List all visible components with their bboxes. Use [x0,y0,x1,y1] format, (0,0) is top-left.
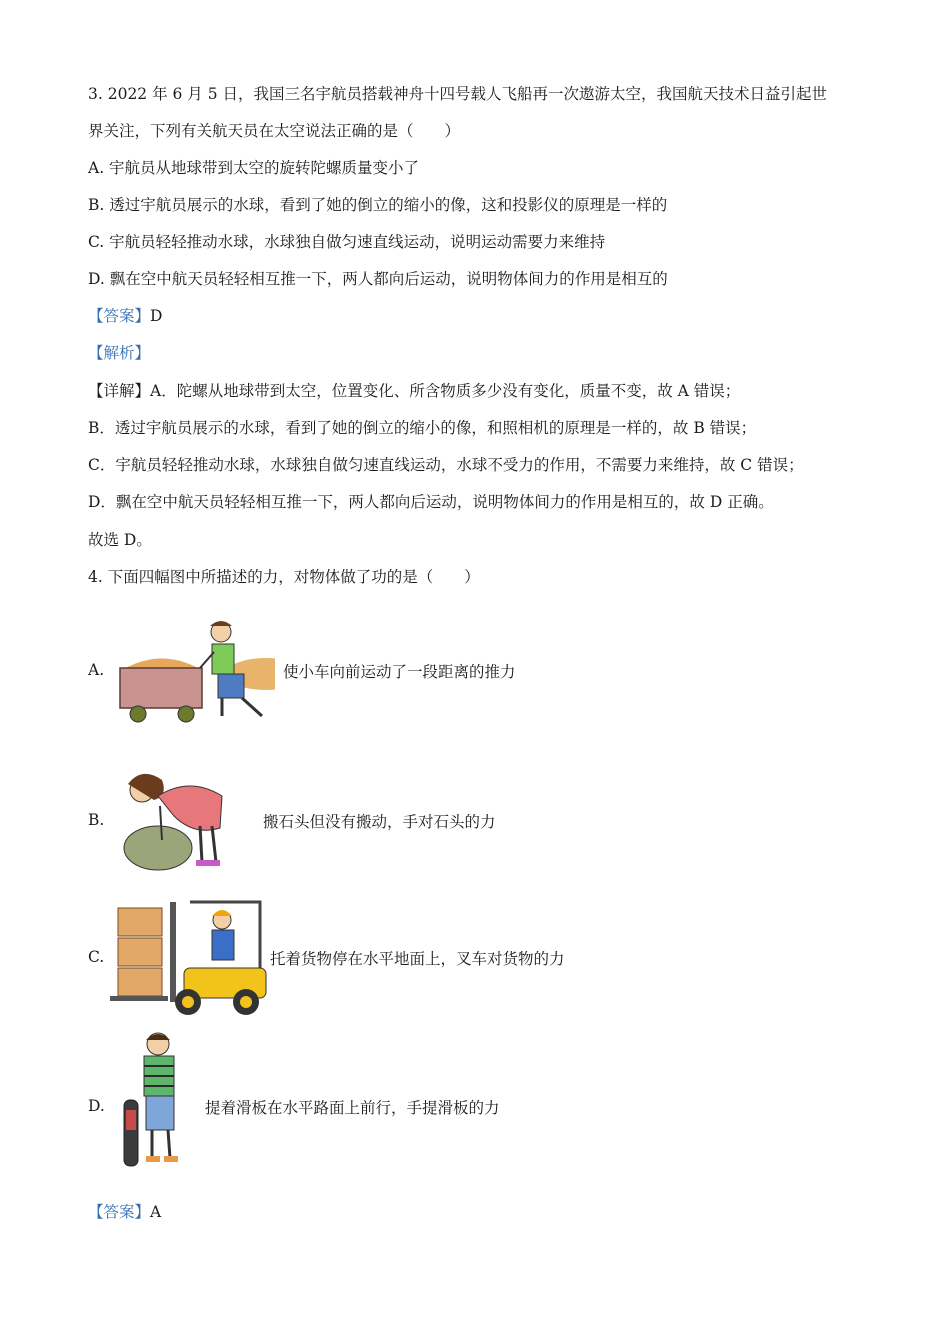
detail-a-text: A．陀螺从地球带到太空，位置变化、所含物质多少没有变化，质量不变，故 A 错误； [150,382,741,400]
q4-option-c-letter: C. [88,948,105,966]
answer-value: D [150,307,163,325]
q3-conclusion: 故选 D。 [88,531,152,549]
q3-option-b: B. 透过宇航员展示的水球，看到了她的倒立的缩小的像，这和投影仪的原理是一样的 [88,196,668,214]
forklift-illustration [110,898,268,1016]
cart-pushing-illustration [110,618,275,726]
q4-option-a-letter: A. [88,661,105,679]
q3-detail-c: C．宇航员轻轻推动水球，水球独自做匀速直线运动，水球不受力的作用，不需要力来维持，故 C 错误； [88,456,804,474]
q3-detail-a [88,381,740,401]
q4-option-d-letter: D. [88,1097,105,1115]
q3-stem-line1: 3. 2022 年 6 月 5 日，我国三名宇航员搭载神舟十四号载人飞船再一次遨游太空，我国航天技术日益引起世 [88,85,828,103]
lifting-stone-illustration [110,766,235,874]
q4-option-b-caption: 搬石头但没有搬动，手对石头的力 [263,813,496,831]
answer-label: 【答案】 [88,307,151,325]
q3-answer [88,306,162,326]
q4-option-a-caption: 使小车向前运动了一段距离的推力 [283,663,516,681]
q3-stem-line2: 界关注，下列有关航天员在太空说法正确的是（ ） [88,122,461,140]
q3-detail-b: B．透过宇航员展示的水球，看到了她的倒立的缩小的像，和照相机的原理是一样的，故 B 错误； [88,419,757,437]
q4-option-b-letter: B. [88,811,105,829]
q4-option-c-caption: 托着货物停在水平地面上，叉车对货物的力 [270,950,565,968]
skateboard-carrying-illustration [122,1030,194,1172]
analysis-label: 【解析】 [88,344,151,362]
q4-answer-value: A [150,1203,162,1221]
q3-option-a: A. 宇航员从地球带到太空的旋转陀螺质量变小了 [88,159,420,177]
q4-stem: 4. 下面四幅图中所描述的力，对物体做了功的是（ ） [88,568,480,586]
q4-answer [88,1202,161,1222]
q4-answer-label: 【答案】 [88,1203,151,1221]
q4-option-d-caption: 提着滑板在水平路面上前行，手提滑板的力 [205,1099,500,1117]
detail-label: 【详解】 [88,382,151,400]
q3-detail-d: D．飘在空中航天员轻轻相互推一下，两人都向后运动，说明物体间力的作用是相互的，故 D 正确。 [88,493,774,511]
q3-option-d: D. 飘在空中航天员轻轻相互推一下，两人都向后运动，说明物体间力的作用是相互的 [88,270,668,288]
q3-option-c: C. 宇航员轻轻推动水球，水球独自做匀速直线运动，说明运动需要力来维持 [88,233,606,251]
